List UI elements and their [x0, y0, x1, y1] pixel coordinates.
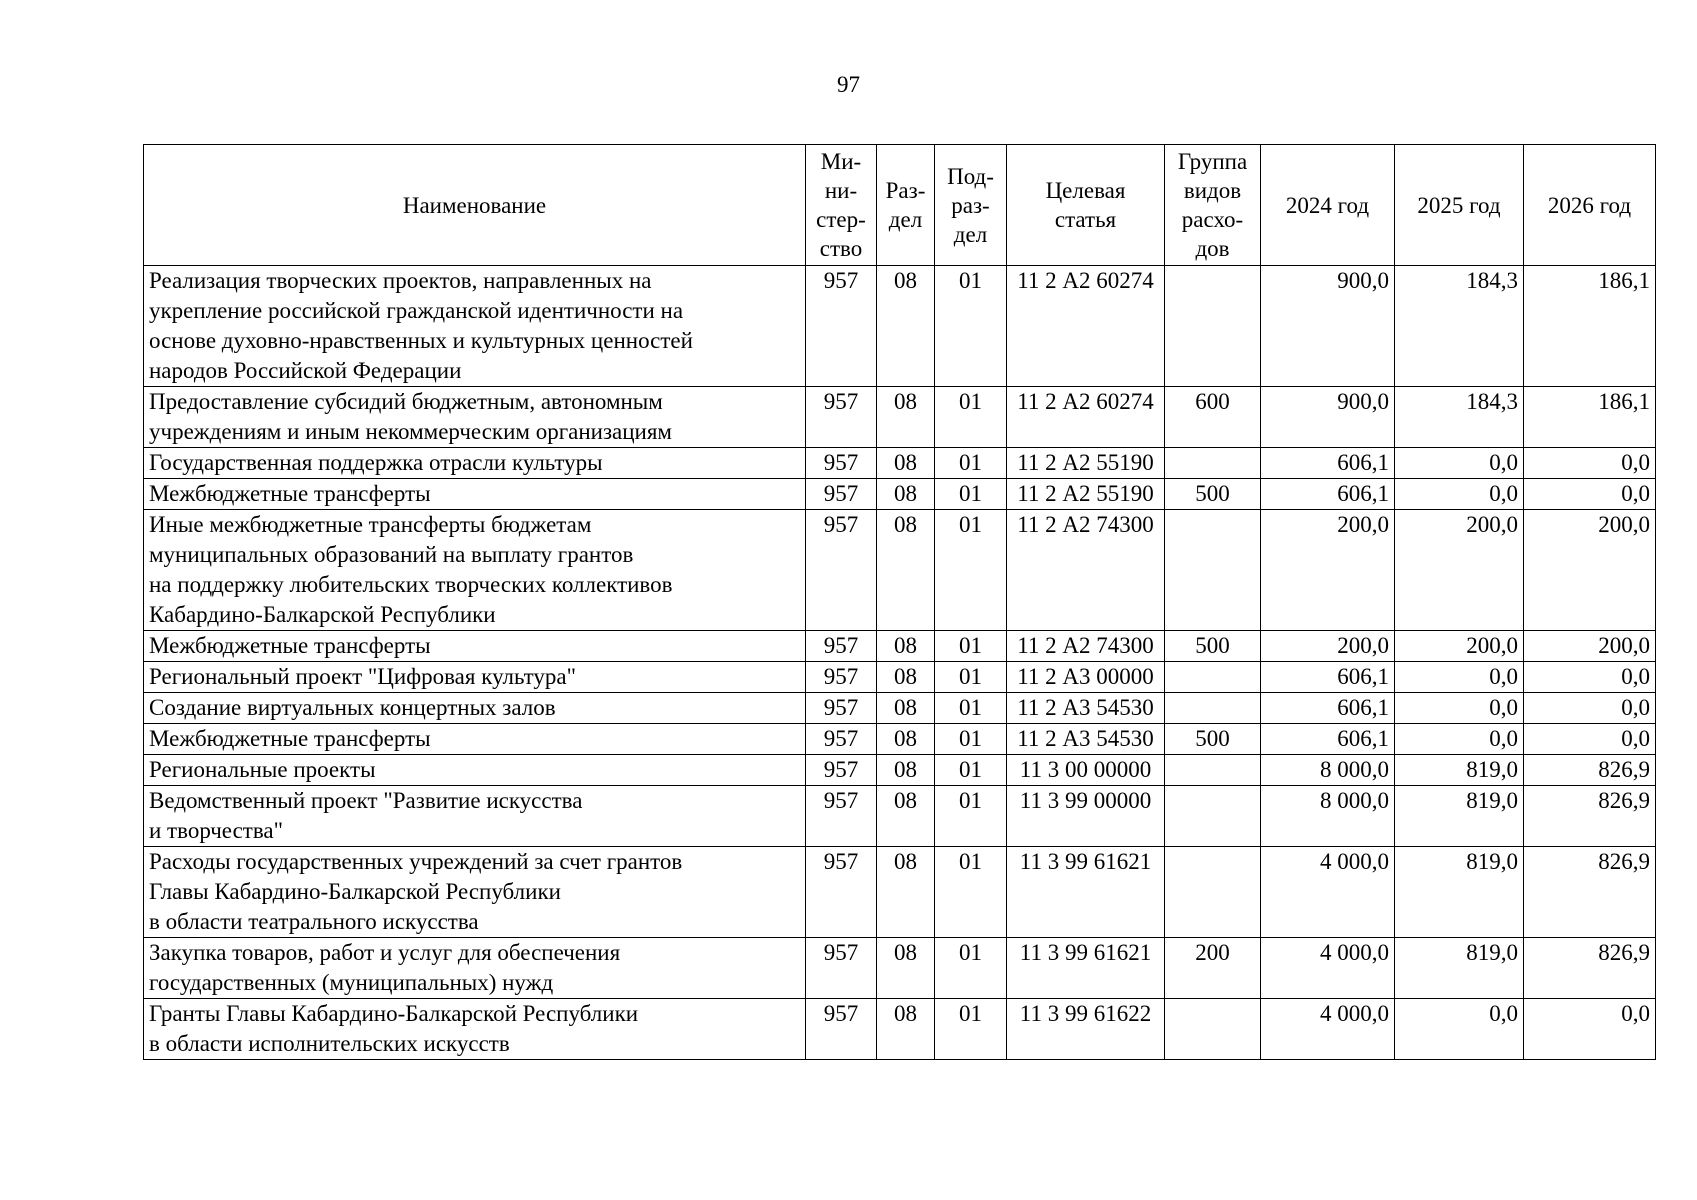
section-cell: 08 — [877, 755, 935, 786]
table-row — [144, 479, 1656, 510]
name-line: и творчества" — [149, 818, 284, 843]
name-cell — [144, 847, 806, 938]
section-cell: 08 — [877, 786, 935, 847]
amount-2026-cell: 826,9 — [1524, 786, 1656, 847]
name-cell — [144, 266, 806, 387]
amount-2025-cell: 819,0 — [1395, 786, 1524, 847]
subsection-cell: 01 — [935, 693, 1007, 724]
ministry-cell: 957 — [806, 266, 877, 387]
amount-2026-cell: 186,1 — [1524, 387, 1656, 448]
ministry-cell: 957 — [806, 510, 877, 631]
name-line: Государственная поддержка отрасли культуры — [149, 450, 603, 475]
section-cell: 08 — [877, 847, 935, 938]
name-cell — [144, 387, 806, 448]
target-article-cell: 11 2 А2 74300 — [1007, 510, 1165, 631]
budget-table — [143, 144, 1656, 1060]
name-line: Реализация творческих проектов, направленных на — [149, 268, 652, 293]
target-article-cell: 11 3 99 61622 — [1007, 999, 1165, 1060]
expense-group-cell — [1165, 662, 1261, 693]
amount-2025-cell: 200,0 — [1395, 510, 1524, 631]
amount-2026-cell: 826,9 — [1524, 847, 1656, 938]
header-section: Раз- дел — [877, 145, 935, 266]
table-row — [144, 999, 1656, 1060]
amount-2025-cell: 0,0 — [1395, 448, 1524, 479]
table-row — [144, 938, 1656, 999]
expense-group-cell — [1165, 755, 1261, 786]
expense-group-cell: 500 — [1165, 479, 1261, 510]
expense-group-cell — [1165, 448, 1261, 479]
expense-group-cell — [1165, 693, 1261, 724]
table-body — [144, 266, 1656, 1060]
amount-2024-cell: 606,1 — [1261, 448, 1395, 479]
table-row — [144, 510, 1656, 631]
header-expense-group: Группа видов расхо- дов — [1165, 145, 1261, 266]
name-cell — [144, 510, 806, 631]
name-line: Межбюджетные трансферты — [149, 481, 431, 506]
name-cell — [144, 693, 806, 724]
section-cell: 08 — [877, 479, 935, 510]
section-cell: 08 — [877, 266, 935, 387]
name-line: народов Российской Федерации — [149, 358, 462, 383]
amount-2024-cell: 900,0 — [1261, 266, 1395, 387]
amount-2026-cell: 826,9 — [1524, 938, 1656, 999]
name-cell — [144, 724, 806, 755]
name-cell — [144, 662, 806, 693]
target-article-cell: 11 2 А3 54530 — [1007, 693, 1165, 724]
amount-2025-cell: 200,0 — [1395, 631, 1524, 662]
ministry-cell: 957 — [806, 631, 877, 662]
name-line: Закупка товаров, работ и услуг для обеспечения — [149, 940, 621, 965]
table-row — [144, 847, 1656, 938]
target-article-cell: 11 3 99 00000 — [1007, 786, 1165, 847]
name-line: Главы Кабардино-Балкарской Республики — [149, 879, 561, 904]
header-year-2026: 2026 год — [1524, 145, 1656, 266]
expense-group-cell — [1165, 786, 1261, 847]
name-line: Межбюджетные трансферты — [149, 633, 431, 658]
ministry-cell: 957 — [806, 755, 877, 786]
table-row — [144, 266, 1656, 387]
table-header-row — [144, 145, 1656, 266]
amount-2024-cell: 200,0 — [1261, 510, 1395, 631]
name-cell — [144, 999, 806, 1060]
amount-2025-cell: 0,0 — [1395, 479, 1524, 510]
amount-2025-cell: 819,0 — [1395, 847, 1524, 938]
name-line: на поддержку любительских творческих коллективов — [149, 572, 673, 597]
name-line: Гранты Главы Кабардино-Балкарской Республики — [149, 1001, 639, 1026]
expense-group-cell: 200 — [1165, 938, 1261, 999]
subsection-cell: 01 — [935, 662, 1007, 693]
subsection-cell: 01 — [935, 387, 1007, 448]
amount-2026-cell: 0,0 — [1524, 724, 1656, 755]
name-line: в области исполнительских искусств — [149, 1031, 510, 1056]
name-cell — [144, 479, 806, 510]
amount-2024-cell: 606,1 — [1261, 662, 1395, 693]
amount-2025-cell: 819,0 — [1395, 755, 1524, 786]
subsection-cell: 01 — [935, 786, 1007, 847]
section-cell: 08 — [877, 724, 935, 755]
amount-2024-cell: 8 000,0 — [1261, 755, 1395, 786]
section-cell: 08 — [877, 938, 935, 999]
amount-2026-cell: 0,0 — [1524, 662, 1656, 693]
amount-2026-cell: 0,0 — [1524, 693, 1656, 724]
subsection-cell: 01 — [935, 448, 1007, 479]
amount-2026-cell: 826,9 — [1524, 755, 1656, 786]
ministry-cell: 957 — [806, 662, 877, 693]
ministry-cell: 957 — [806, 387, 877, 448]
expense-group-cell — [1165, 999, 1261, 1060]
subsection-cell: 01 — [935, 479, 1007, 510]
ministry-cell: 957 — [806, 693, 877, 724]
name-cell — [144, 938, 806, 999]
section-cell: 08 — [877, 662, 935, 693]
target-article-cell: 11 2 А2 60274 — [1007, 387, 1165, 448]
header-year-2024: 2024 год — [1261, 145, 1395, 266]
name-cell — [144, 631, 806, 662]
name-line: укрепление российской гражданской идентичности на — [149, 298, 684, 323]
amount-2026-cell: 0,0 — [1524, 999, 1656, 1060]
name-line: Иные межбюджетные трансферты бюджетам — [149, 512, 592, 537]
subsection-cell: 01 — [935, 631, 1007, 662]
amount-2025-cell: 0,0 — [1395, 693, 1524, 724]
name-cell — [144, 786, 806, 847]
header-target-article: Целевая статья — [1007, 145, 1165, 266]
subsection-cell: 01 — [935, 266, 1007, 387]
subsection-cell: 01 — [935, 755, 1007, 786]
section-cell: 08 — [877, 510, 935, 631]
target-article-cell: 11 2 А2 55190 — [1007, 448, 1165, 479]
amount-2024-cell: 8 000,0 — [1261, 786, 1395, 847]
name-line: муниципальных образований на выплату грантов — [149, 542, 634, 567]
amount-2025-cell: 0,0 — [1395, 662, 1524, 693]
section-cell: 08 — [877, 999, 935, 1060]
table-row — [144, 693, 1656, 724]
amount-2024-cell: 606,1 — [1261, 693, 1395, 724]
ministry-cell: 957 — [806, 448, 877, 479]
table-row — [144, 724, 1656, 755]
amount-2024-cell: 606,1 — [1261, 724, 1395, 755]
amount-2026-cell: 200,0 — [1524, 510, 1656, 631]
name-cell — [144, 448, 806, 479]
section-cell: 08 — [877, 693, 935, 724]
amount-2024-cell: 4 000,0 — [1261, 938, 1395, 999]
target-article-cell: 11 2 А3 00000 — [1007, 662, 1165, 693]
expense-group-cell: 500 — [1165, 724, 1261, 755]
table-row — [144, 631, 1656, 662]
header-year-2025: 2025 год — [1395, 145, 1524, 266]
name-line: Предоставление субсидий бюджетным, автономным — [149, 389, 663, 414]
name-line: основе духовно-нравственных и культурных ценностей — [149, 328, 693, 353]
ministry-cell: 957 — [806, 938, 877, 999]
section-cell: 08 — [877, 631, 935, 662]
header-subsection: Под- раз- дел — [935, 145, 1007, 266]
amount-2025-cell: 0,0 — [1395, 999, 1524, 1060]
table-row — [144, 662, 1656, 693]
table-row — [144, 387, 1656, 448]
name-line: учреждениям и иным некоммерческим организациям — [149, 419, 672, 444]
expense-group-cell — [1165, 847, 1261, 938]
expense-group-cell: 500 — [1165, 631, 1261, 662]
name-line: Ведомственный проект "Развитие искусства — [149, 788, 583, 813]
section-cell: 08 — [877, 387, 935, 448]
subsection-cell: 01 — [935, 510, 1007, 631]
amount-2025-cell: 819,0 — [1395, 938, 1524, 999]
target-article-cell: 11 2 А2 60274 — [1007, 266, 1165, 387]
amount-2024-cell: 4 000,0 — [1261, 847, 1395, 938]
expense-group-cell — [1165, 266, 1261, 387]
name-line: Региональные проекты — [149, 757, 376, 782]
header-ministry: Ми- ни- стер- ство — [806, 145, 877, 266]
amount-2025-cell: 184,3 — [1395, 266, 1524, 387]
ministry-cell: 957 — [806, 724, 877, 755]
name-line: Межбюджетные трансферты — [149, 726, 431, 751]
table-row — [144, 448, 1656, 479]
name-line: в области театрального искусства — [149, 909, 479, 934]
ministry-cell: 957 — [806, 847, 877, 938]
name-line: Региональный проект "Цифровая культура" — [149, 664, 576, 689]
header-name: Наименование — [144, 145, 806, 266]
amount-2024-cell: 606,1 — [1261, 479, 1395, 510]
amount-2024-cell: 900,0 — [1261, 387, 1395, 448]
subsection-cell: 01 — [935, 999, 1007, 1060]
amount-2026-cell: 0,0 — [1524, 448, 1656, 479]
amount-2025-cell: 184,3 — [1395, 387, 1524, 448]
target-article-cell: 11 3 99 61621 — [1007, 938, 1165, 999]
section-cell: 08 — [877, 448, 935, 479]
target-article-cell: 11 2 А2 74300 — [1007, 631, 1165, 662]
page-number: 97 — [837, 72, 860, 97]
name-line: Кабардино-Балкарской Республики — [149, 602, 496, 627]
amount-2026-cell: 0,0 — [1524, 479, 1656, 510]
subsection-cell: 01 — [935, 938, 1007, 999]
amount-2024-cell: 200,0 — [1261, 631, 1395, 662]
name-line: Создание виртуальных концертных залов — [149, 695, 556, 720]
target-article-cell: 11 2 А3 54530 — [1007, 724, 1165, 755]
ministry-cell: 957 — [806, 999, 877, 1060]
table-row — [144, 755, 1656, 786]
target-article-cell: 11 3 00 00000 — [1007, 755, 1165, 786]
amount-2025-cell: 0,0 — [1395, 724, 1524, 755]
target-article-cell: 11 3 99 61621 — [1007, 847, 1165, 938]
name-cell — [144, 755, 806, 786]
subsection-cell: 01 — [935, 724, 1007, 755]
ministry-cell: 957 — [806, 479, 877, 510]
amount-2026-cell: 200,0 — [1524, 631, 1656, 662]
name-line: государственных (муниципальных) нужд — [149, 970, 554, 995]
amount-2024-cell: 4 000,0 — [1261, 999, 1395, 1060]
subsection-cell: 01 — [935, 847, 1007, 938]
target-article-cell: 11 2 А2 55190 — [1007, 479, 1165, 510]
expense-group-cell: 600 — [1165, 387, 1261, 448]
expense-group-cell — [1165, 510, 1261, 631]
name-line: Расходы государственных учреждений за счет грантов — [149, 849, 683, 874]
table-row — [144, 786, 1656, 847]
ministry-cell: 957 — [806, 786, 877, 847]
amount-2026-cell: 186,1 — [1524, 266, 1656, 387]
